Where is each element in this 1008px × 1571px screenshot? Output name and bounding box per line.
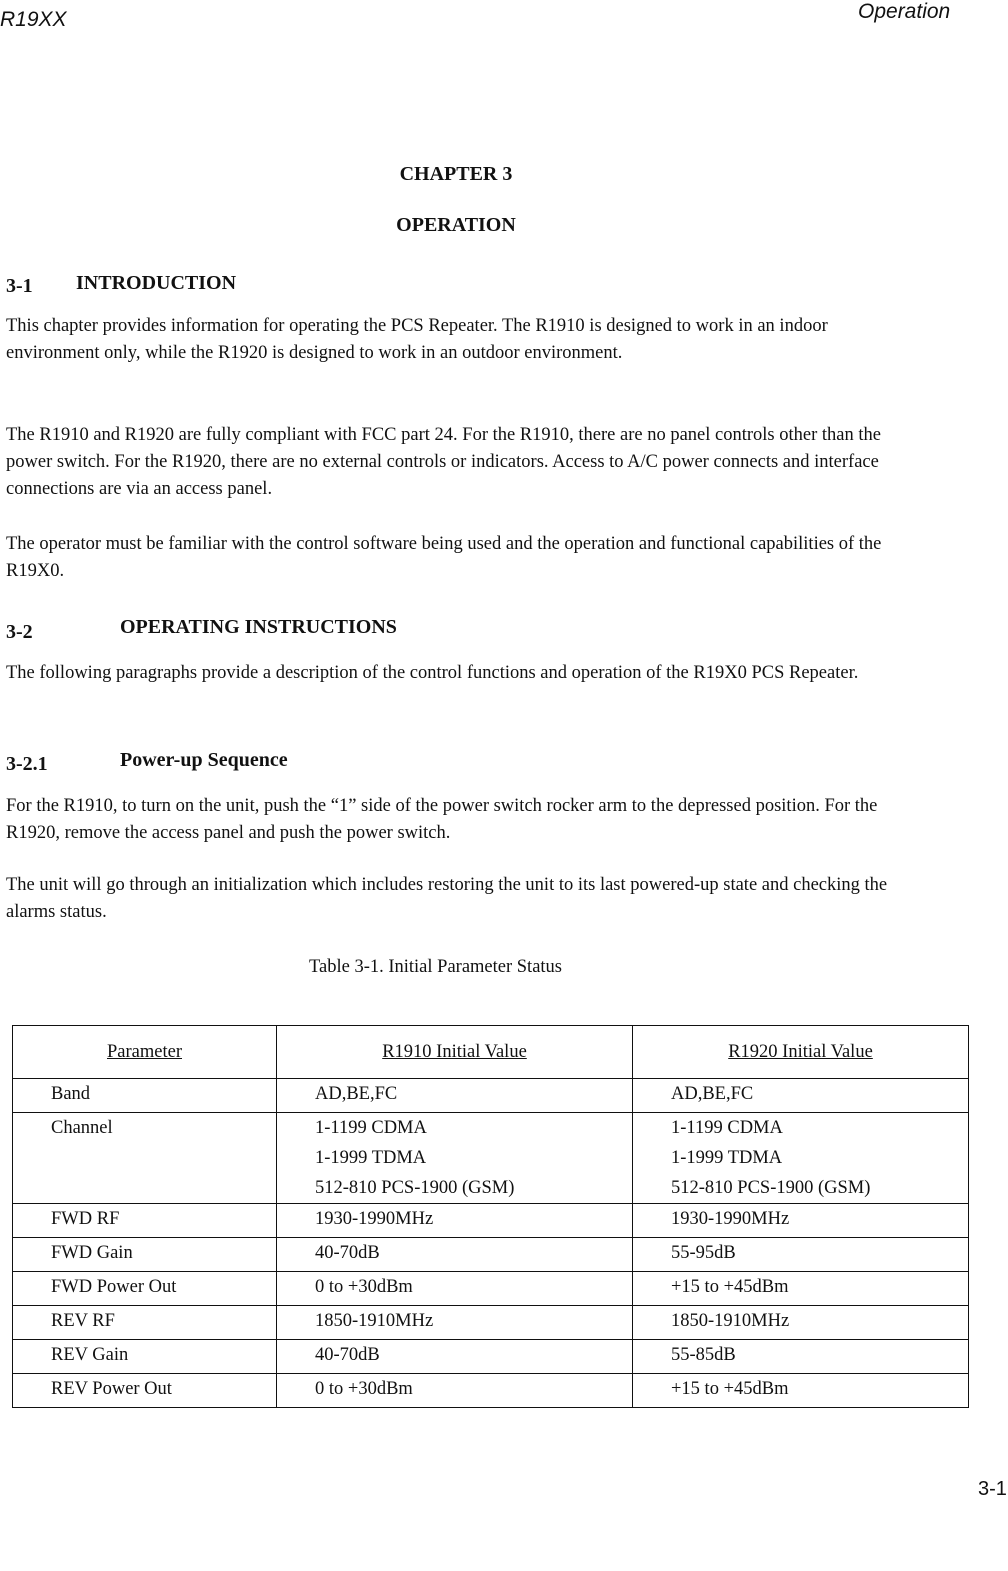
power-up-paragraph-1: For the R1910, to turn on the unit, push the “1” side of the power switch rocker arm to the depressed position. For the R1920, remove the access panel and push the power switch. bbox=[6, 796, 878, 843]
table-row bbox=[13, 1238, 969, 1272]
operating-instructions-paragraph: The following paragraphs provide a description of the control functions and operation of the R19X0 PCS Repeater. bbox=[6, 663, 859, 683]
running-header-model: R19XX bbox=[0, 8, 67, 31]
value-line: 1930-1990MHz bbox=[671, 1209, 790, 1229]
table-row bbox=[13, 1306, 969, 1340]
r1910-value-cell bbox=[277, 1306, 633, 1340]
parameter-cell: Band bbox=[13, 1079, 277, 1113]
table-row bbox=[13, 1079, 969, 1113]
r1920-value-cell bbox=[633, 1079, 969, 1113]
value-line: 512-810 PCS-1900 (GSM) bbox=[315, 1178, 515, 1198]
table-row bbox=[13, 1272, 969, 1306]
parameter-cell: REV RF bbox=[13, 1306, 277, 1340]
r1910-value-cell bbox=[277, 1272, 633, 1306]
r1910-value-cell bbox=[277, 1079, 633, 1113]
r1910-value-cell bbox=[277, 1238, 633, 1272]
power-up-paragraph-2: The unit will go through an initialization which includes restoring the unit to its last powered-up state and checking the alarms status. bbox=[6, 875, 888, 922]
r1920-value-cell bbox=[633, 1238, 969, 1272]
r1920-value-cell bbox=[633, 1204, 969, 1238]
chapter-number: CHAPTER 3 bbox=[399, 163, 513, 185]
section-number-3-1: 3-1 bbox=[6, 275, 33, 297]
value-line: AD,BE,FC bbox=[315, 1084, 398, 1104]
table-row bbox=[13, 1374, 969, 1408]
intro-paragraph-3: The operator must be familiar with the control software being used and the operation and functional capabilities of the R19X0. bbox=[6, 534, 882, 581]
value-line: +15 to +45dBm bbox=[671, 1379, 789, 1399]
r1910-value-cell bbox=[277, 1113, 633, 1204]
column-header-r1920: R1920 Initial Value bbox=[633, 1026, 969, 1079]
value-line: 55-95dB bbox=[671, 1243, 736, 1263]
value-line: 1-1999 TDMA bbox=[315, 1148, 427, 1168]
parameter-cell: FWD Gain bbox=[13, 1238, 277, 1272]
table-row bbox=[13, 1113, 969, 1204]
value-line: AD,BE,FC bbox=[671, 1084, 754, 1104]
value-line: 1930-1990MHz bbox=[315, 1209, 434, 1229]
value-line: 512-810 PCS-1900 (GSM) bbox=[671, 1178, 871, 1198]
chapter-title: OPERATION bbox=[396, 214, 516, 236]
intro-paragraph-1: This chapter provides information for operating the PCS Repeater. The R1910 is designed to work in an indoor environment only, while the R1920 is designed to work in an outdoor environment. bbox=[6, 316, 828, 363]
parameter-cell: REV Gain bbox=[13, 1340, 277, 1374]
section-title-introduction: INTRODUCTION bbox=[76, 272, 237, 294]
value-line: 1-1199 CDMA bbox=[671, 1118, 783, 1138]
table-row bbox=[13, 1340, 969, 1374]
parameter-cell: FWD Power Out bbox=[13, 1272, 277, 1306]
value-line: 1850-1910MHz bbox=[315, 1311, 434, 1331]
parameter-cell: FWD RF bbox=[13, 1204, 277, 1238]
value-line: 40-70dB bbox=[315, 1345, 380, 1365]
section-number-3-2: 3-2 bbox=[6, 621, 33, 643]
value-line: 40-70dB bbox=[315, 1243, 380, 1263]
r1920-value-cell bbox=[633, 1374, 969, 1408]
section-title-power-up-sequence: Power-up Sequence bbox=[120, 749, 288, 771]
r1920-value-cell bbox=[633, 1113, 969, 1204]
r1920-value-cell bbox=[633, 1306, 969, 1340]
column-header-parameter: Parameter bbox=[13, 1026, 277, 1079]
value-line: 1850-1910MHz bbox=[671, 1311, 790, 1331]
table-header-row bbox=[13, 1026, 969, 1079]
page-number: 3-1 bbox=[978, 1478, 1007, 1500]
value-line: 55-85dB bbox=[671, 1345, 736, 1365]
parameter-cell: REV Power Out bbox=[13, 1374, 277, 1408]
value-line: 1-1199 CDMA bbox=[315, 1118, 427, 1138]
r1910-value-cell bbox=[277, 1204, 633, 1238]
r1910-value-cell bbox=[277, 1340, 633, 1374]
column-header-r1910: R1910 Initial Value bbox=[277, 1026, 633, 1079]
running-header-section: Operation bbox=[858, 0, 951, 23]
value-line: 0 to +30dBm bbox=[315, 1379, 413, 1399]
initial-parameter-table bbox=[12, 1025, 969, 1408]
table-row bbox=[13, 1204, 969, 1238]
value-line: 1-1999 TDMA bbox=[671, 1148, 783, 1168]
value-line: 0 to +30dBm bbox=[315, 1277, 413, 1297]
intro-paragraph-2: The R1910 and R1920 are fully compliant with FCC part 24. For the R1910, there are no panel controls other than the power switch. For the R1920, there are no external controls or indicators. Access to A/C power connects and interface connections are via an access panel. bbox=[6, 425, 881, 499]
section-number-3-2-1: 3-2.1 bbox=[6, 753, 48, 775]
section-title-operating-instructions: OPERATING INSTRUCTIONS bbox=[120, 616, 397, 638]
r1920-value-cell bbox=[633, 1272, 969, 1306]
r1920-value-cell bbox=[633, 1340, 969, 1374]
table-caption: Table 3-1. Initial Parameter Status bbox=[309, 957, 563, 977]
parameter-cell: Channel bbox=[13, 1113, 277, 1204]
value-line: +15 to +45dBm bbox=[671, 1277, 789, 1297]
r1910-value-cell bbox=[277, 1374, 633, 1408]
